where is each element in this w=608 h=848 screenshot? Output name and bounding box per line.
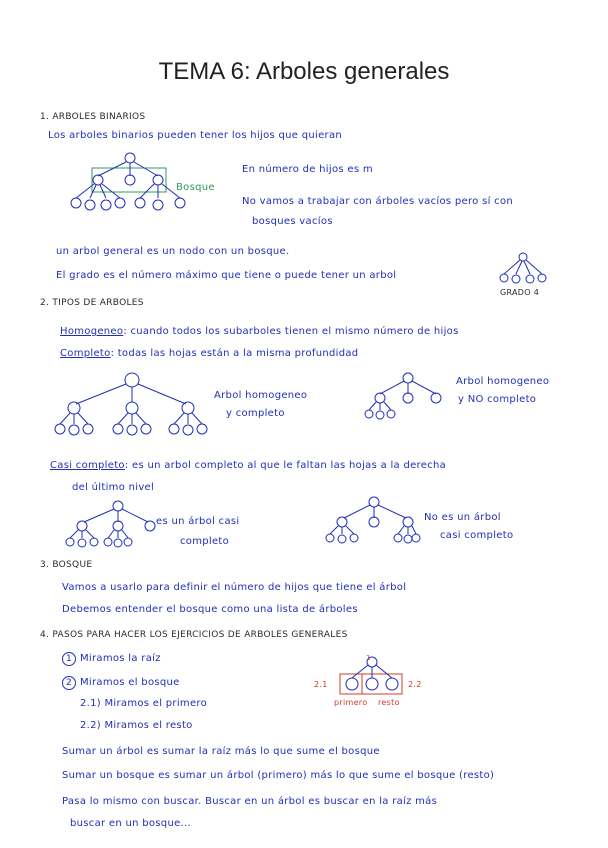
tree-casi-completo — [62, 500, 162, 552]
step-1-number: 1 — [62, 652, 76, 666]
s1-def2: El grado es el número máximo que tiene o puede tener un arbol — [56, 270, 397, 281]
section-3-heading: 3. BOSQUE — [40, 560, 93, 570]
s2-comp-def — [60, 348, 358, 359]
tree4-label-b: casi completo — [440, 530, 514, 541]
s4-p1: Sumar un árbol es sumar la raíz más lo que sume el bosque — [62, 746, 380, 757]
s1-note2b: bosques vacíos — [252, 216, 333, 227]
s1-note1: En número de hijos es m — [242, 164, 373, 175]
tree1-label-b: y completo — [226, 408, 285, 419]
step-1 — [62, 652, 161, 666]
section-4-heading: 4. PASOS PARA HACER LOS EJERCICIOS DE ARBOLES GENERALES — [40, 630, 348, 640]
s2-homog-def — [60, 326, 459, 337]
grado-label: GRADO 4 — [500, 288, 540, 297]
diagram-root-label: 1 — [366, 654, 371, 662]
s1-def1: un arbol general es un nodo con un bosque. — [56, 246, 290, 257]
diagram-resto-label: resto — [378, 698, 400, 707]
casi-definition: : es un arbol completo al que le faltan las hojas a la derecha — [124, 460, 447, 471]
step-2-2: 2.2) Miramos el resto — [80, 720, 193, 731]
tree2-label-a: Arbol homogeneo — [456, 376, 550, 387]
s4-p2: Sumar un bosque es sumar un árbol (primero) más lo que sume el bosque (resto) — [62, 770, 495, 781]
s2-casi-def2: del último nivel — [72, 482, 155, 493]
tree2-label-b: y NO completo — [458, 394, 537, 405]
diagram-right-label: 2.2 — [408, 680, 422, 689]
s4-p3b: buscar en un bosque... — [70, 818, 191, 829]
s3-line2: Debemos entender el bosque como una lista de árboles — [62, 604, 358, 615]
s2-casi-def1 — [50, 460, 446, 471]
tree4-label-a: No es un árbol — [424, 512, 501, 523]
section-2-heading: 2. TIPOS DE ARBOLES — [40, 298, 144, 308]
steps-tree-diagram — [330, 656, 410, 702]
comp-definition: : todas las hojas están a la misma profundidad — [110, 348, 359, 359]
diagram-primero-label: primero — [334, 698, 368, 707]
tree-homog-completo — [52, 372, 212, 444]
tree-no-casi-completo — [324, 496, 416, 550]
diagram-left-label: 2.1 — [314, 680, 328, 689]
casi-term: Casi completo — [50, 460, 125, 471]
step-1-text: Miramos la raíz — [80, 653, 161, 664]
section-1-heading: 1. ARBOLES BINARIOS — [40, 112, 146, 122]
step-2-text: Miramos el bosque — [80, 677, 180, 688]
tree3-label-a: es un árbol casi — [156, 516, 240, 527]
step-2-1: 2.1) Miramos el primero — [80, 698, 208, 709]
step-2-number: 2 — [62, 676, 76, 690]
s1-note2a: No vamos a trabajar con árboles vacíos pero sí con — [242, 196, 514, 207]
s3-line1: Vamos a usarlo para definir el número de hijos que tiene el árbol — [62, 582, 407, 593]
bosque-label: Bosque — [176, 182, 215, 193]
s4-p3a: Pasa lo mismo con buscar. Buscar en un árbol es buscar en la raíz más — [62, 796, 438, 807]
tree3-label-b: completo — [180, 536, 230, 547]
homog-term: Homogeneo — [60, 326, 124, 337]
page-title: TEMA 6: Arboles generales — [158, 58, 450, 85]
grado-tree-figure — [496, 252, 550, 286]
homog-definition: : cuando todos los subarboles tienen el mismo número de hijos — [123, 326, 459, 337]
step-2 — [62, 676, 180, 690]
tree-homog-no-completo — [364, 372, 450, 424]
tree1-label-a: Arbol homogeneo — [214, 390, 308, 401]
s1-intro: Los arboles binarios pueden tener los hijos que quieran — [48, 130, 343, 141]
comp-term: Completo — [60, 348, 111, 359]
